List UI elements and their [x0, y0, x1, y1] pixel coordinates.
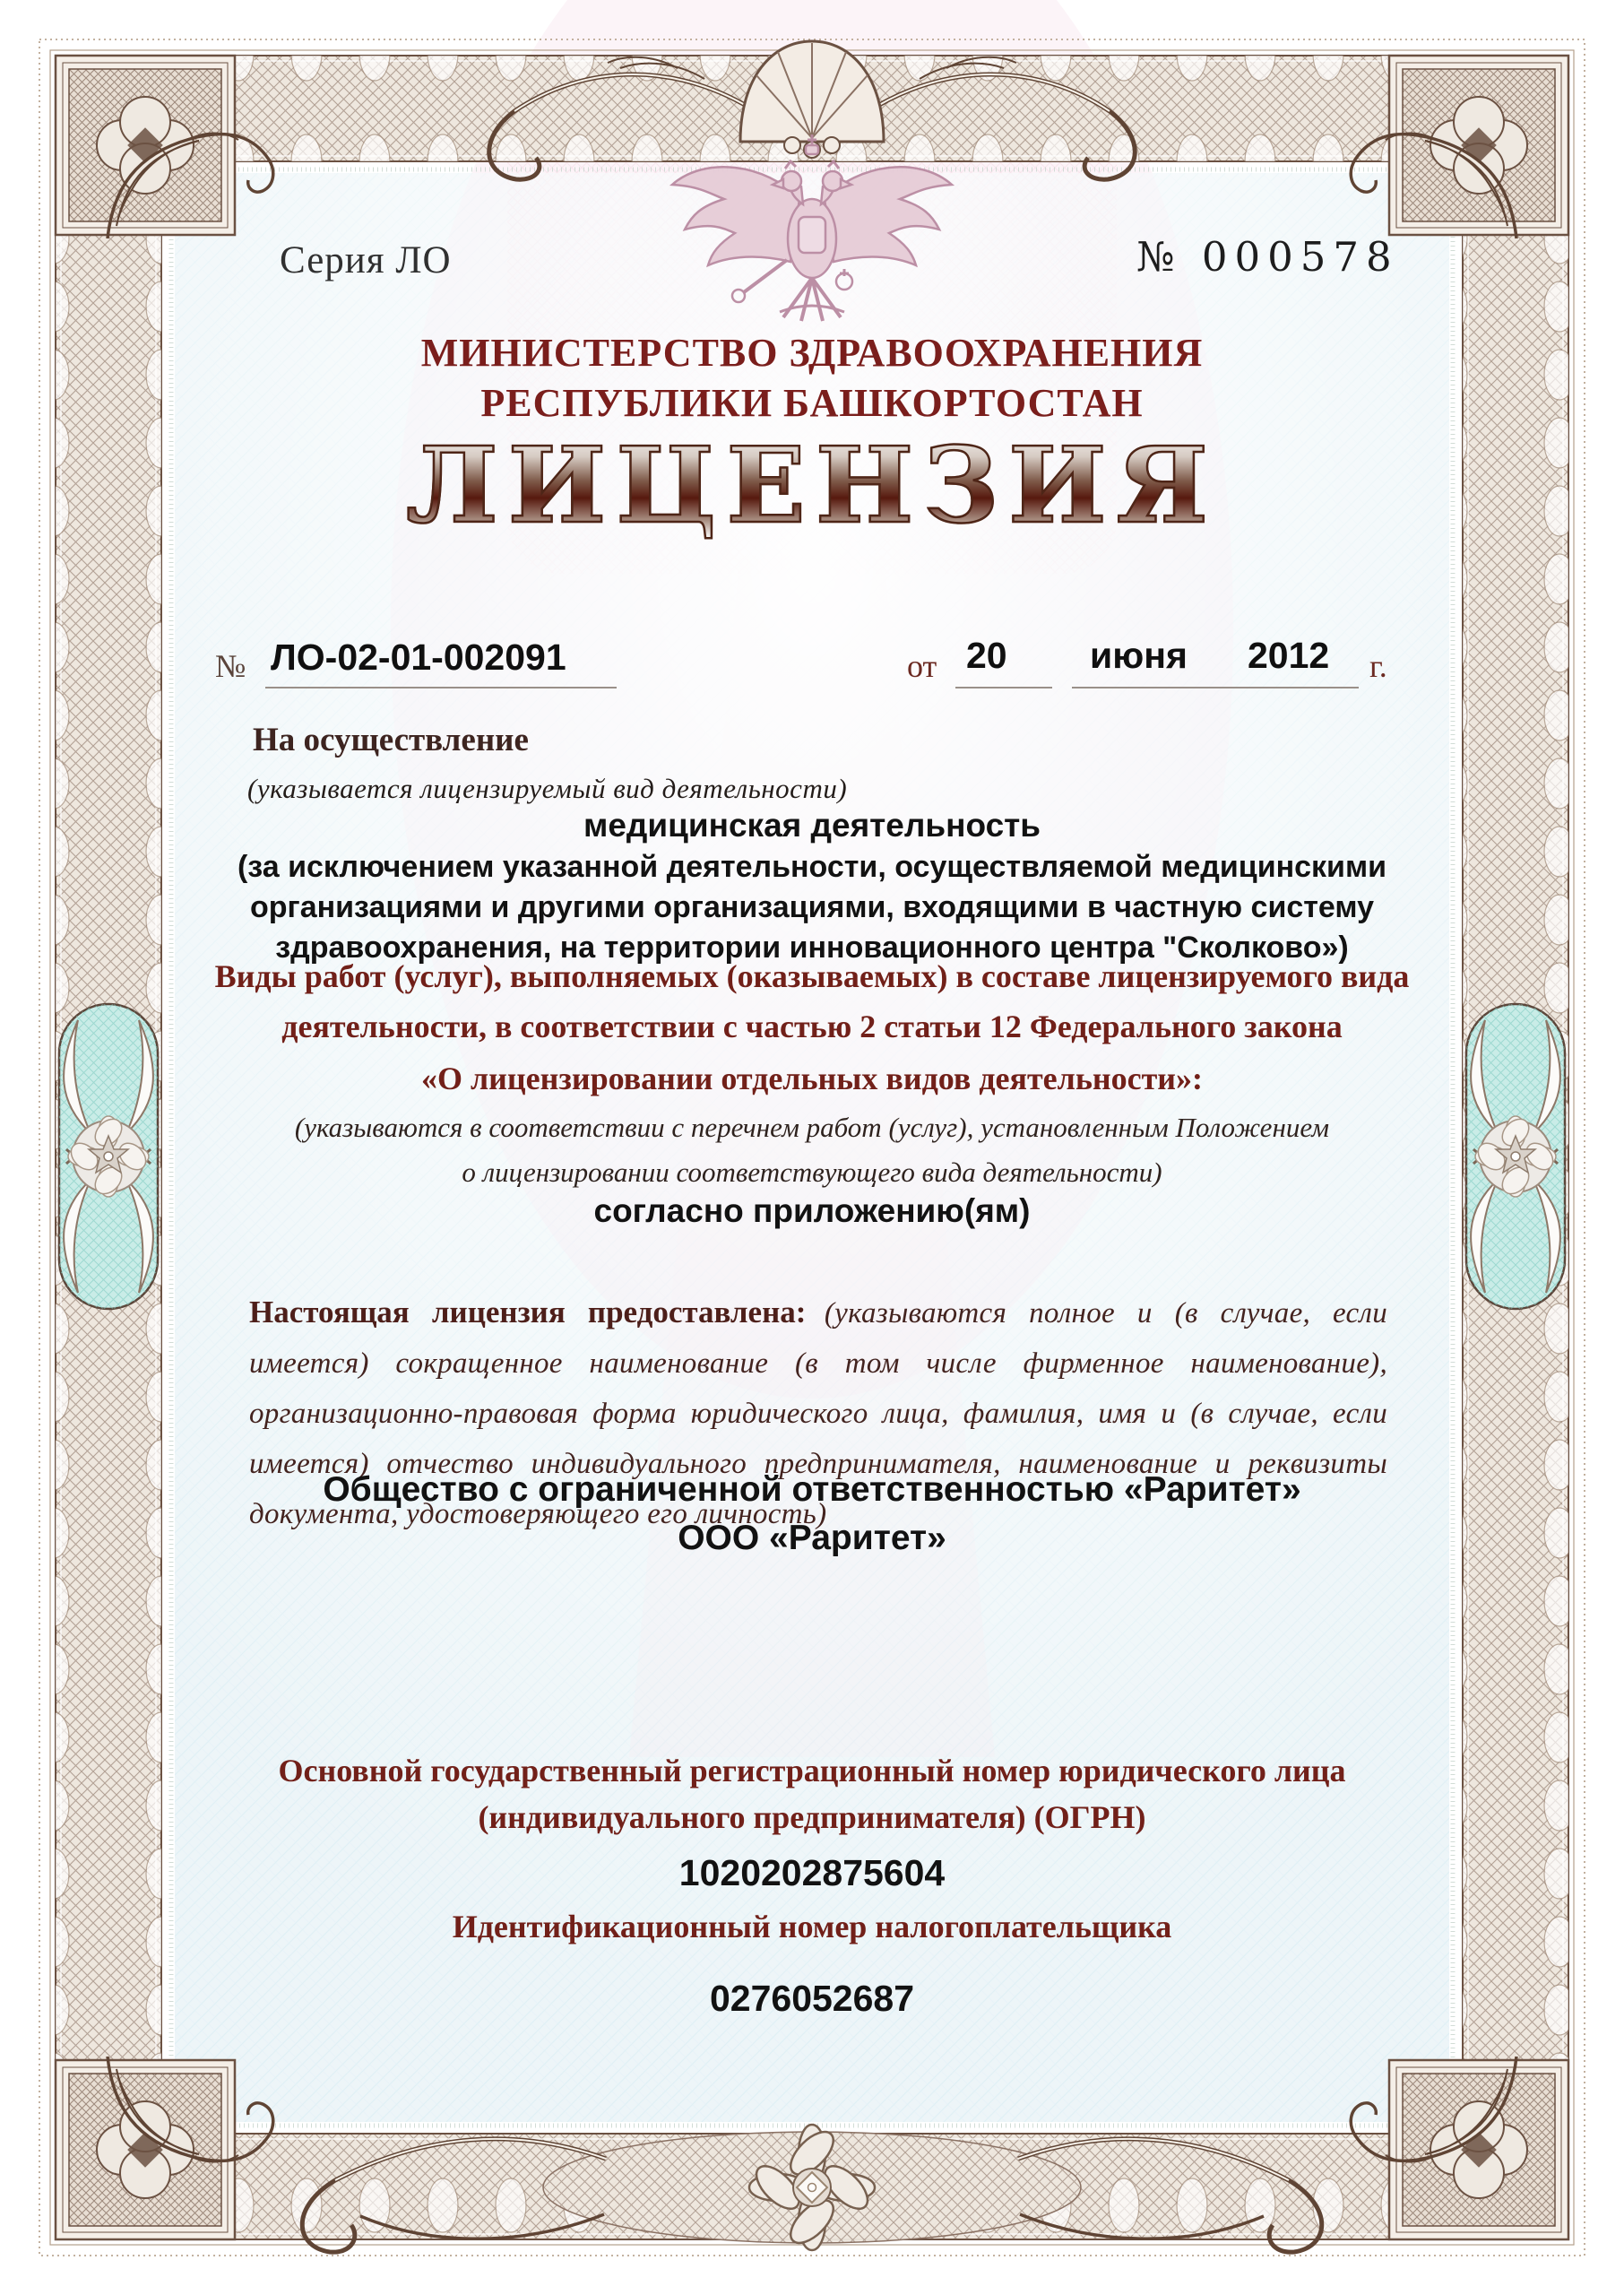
license-no-sign: №	[215, 648, 246, 684]
company-short-name: ООО «Раритет»	[678, 1519, 946, 1557]
activity-name: медицинская деятельность	[583, 807, 1041, 844]
date-year-suffix: г.	[1369, 648, 1387, 684]
inn-value: 0276052687	[709, 1978, 915, 2019]
date-month-year-underline	[1072, 687, 1359, 688]
date-day-underline	[955, 687, 1052, 688]
activity-section-note: (указывается лицензируемый вид деятельности)	[247, 773, 848, 804]
date-month-value: июня	[1090, 635, 1188, 676]
activity-exception-line3: здравоохранения, на территории инновационного центра "Сколково»)	[275, 931, 1349, 965]
grantee-label: Настоящая лицензия предоставлена:	[249, 1295, 807, 1329]
company-full-name: Общество с ограниченной ответственностью «Раритет»	[323, 1470, 1301, 1509]
series-label: Серия ЛО	[280, 239, 452, 281]
ogrn-label-line1: Основной государственный регистрационный номер юридического лица	[278, 1753, 1346, 1788]
ogrn-label-line2: (индивидуального предпринимателя) (ОГРН)	[478, 1799, 1146, 1835]
works-heading-line2: деятельности, в соответствии с частью 2 статьи 12 Федерального закона	[281, 1009, 1343, 1044]
works-note-line2: о лицензировании соответствующего вида деятельности)	[462, 1156, 1162, 1188]
works-heading-line3: «О лицензировании отдельных видов деятельности»:	[420, 1061, 1204, 1096]
ministry-name-line1: МИНИСТЕРСТВО ЗДРАВООХРАНЕНИЯ	[420, 331, 1204, 375]
date-from-label: от	[907, 648, 937, 684]
license-number-value: ЛО-02-01-002091	[271, 637, 566, 678]
ministry-name-line2: РЕСПУБЛИКИ БАШКОРТОСТАН	[480, 381, 1144, 425]
works-note-line1: (указываются в соответствии с перечнем работ (услуг), установленным Положением	[294, 1112, 1330, 1143]
attachments-reference: согласно приложению(ям)	[593, 1192, 1031, 1229]
date-day-value: 20	[966, 635, 1007, 676]
license-number-underline	[265, 687, 617, 688]
date-year-value: 2012	[1248, 635, 1330, 676]
works-heading-line1: Виды работ (услуг), выполняемых (оказываемых) в составе лицензируемого вида	[214, 958, 1410, 994]
document-title: ЛИЦЕНЗИЯ	[175, 425, 1449, 547]
activity-exception-line1: (за исключением указанной деятельности, осуществляемой медицинскими	[237, 850, 1387, 884]
inn-label: Идентификационный номер налогоплательщика	[452, 1909, 1172, 1944]
activity-section-heading: На осуществление	[253, 722, 529, 758]
grantee-note: (указываются полное и (в случае, если имеется) сокращенное наименование (в том числе фирменное наименование), организационно-правовая форма юридического лица, фамилия, имя и (в случае, если имеется) отчество индивидуального предпринимателя, наименование и реквизиты документа, удостоверяющего его личность)	[249, 1297, 1387, 1530]
activity-exception-line2: организациями и другими организациями, входящими в частную систему	[250, 890, 1374, 924]
form-number: № 000578	[1136, 233, 1399, 281]
ogrn-value: 1020202875604	[678, 1852, 946, 1893]
